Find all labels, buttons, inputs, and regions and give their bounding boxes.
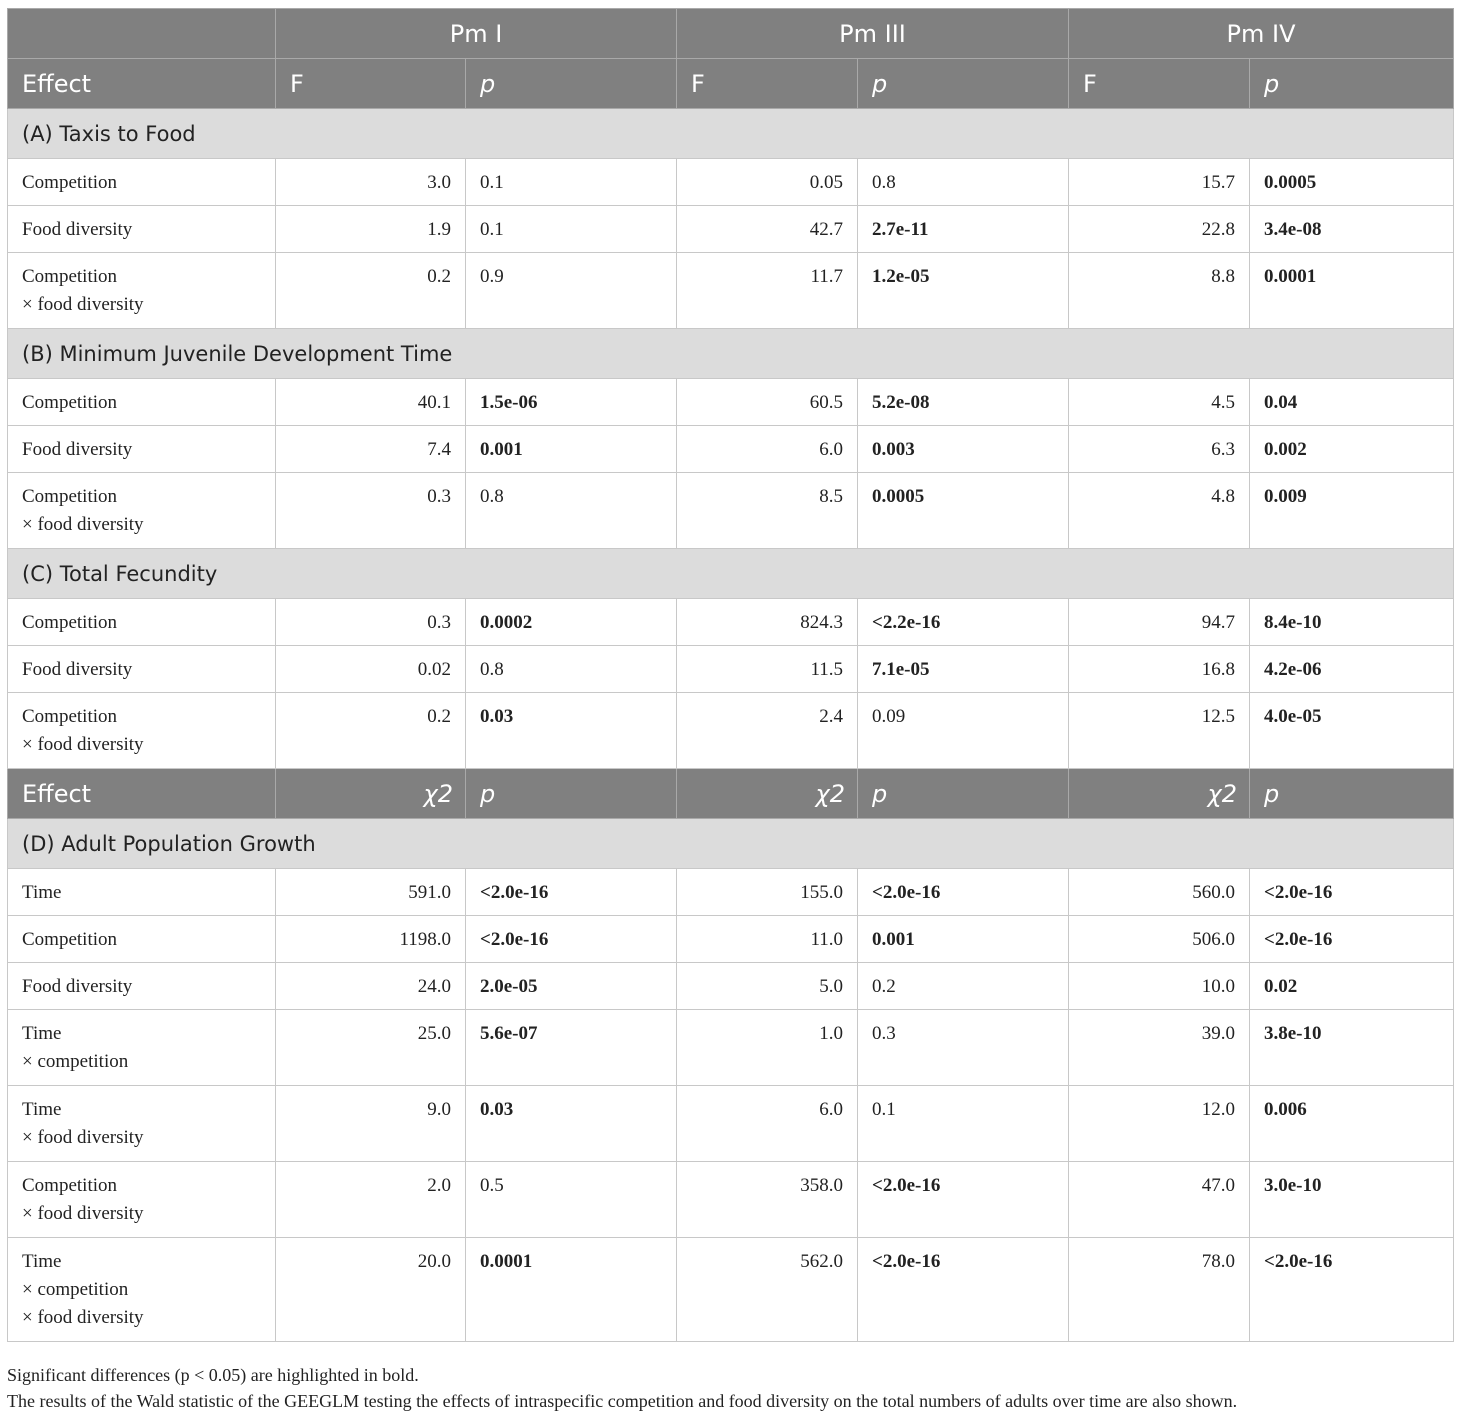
effect-cell xyxy=(8,1162,276,1238)
effect-cell xyxy=(8,869,276,916)
p-value: <2.2e-16 xyxy=(858,599,1069,646)
p-value: 0.09 xyxy=(858,693,1069,769)
statistic-value: 6.0 xyxy=(677,426,858,473)
results-table-container xyxy=(7,8,1453,1342)
effect-label: Competition xyxy=(22,266,117,287)
effect-cell xyxy=(8,159,276,206)
statistic-value: 1198.0 xyxy=(276,916,466,963)
effect-cell xyxy=(8,426,276,473)
statistic-value: 0.3 xyxy=(276,599,466,646)
statistic-value: 0.02 xyxy=(276,646,466,693)
table-row xyxy=(8,1010,1454,1086)
p-value: 0.0001 xyxy=(1250,253,1454,329)
statistic-value: 0.2 xyxy=(276,253,466,329)
group-header-row xyxy=(8,9,1454,59)
effect-label: Time xyxy=(22,1099,62,1120)
table-row xyxy=(8,253,1454,329)
statistic-value: 8.5 xyxy=(677,473,858,549)
p-value: <2.0e-16 xyxy=(466,916,677,963)
p-value: 0.0001 xyxy=(466,1238,677,1342)
p-value: 0.8 xyxy=(858,159,1069,206)
group-header-pm-iv: Pm IV xyxy=(1069,9,1454,59)
effect-label: Time xyxy=(22,1023,62,1044)
section-title: (A) Taxis to Food xyxy=(8,109,1454,159)
statistic-value: 0.2 xyxy=(276,693,466,769)
table-footnotes xyxy=(7,1362,1453,1414)
effect-label: Food diversity xyxy=(22,219,133,240)
p-value: 7.1e-05 xyxy=(858,646,1069,693)
column-header-row xyxy=(8,59,1454,109)
p-header: p xyxy=(466,59,677,109)
p-value: 8.4e-10 xyxy=(1250,599,1454,646)
chi-square-header xyxy=(276,769,466,819)
statistic-value: 12.0 xyxy=(1069,1086,1250,1162)
p-value: <2.0e-16 xyxy=(1250,869,1454,916)
statistic-value: 8.8 xyxy=(1069,253,1250,329)
p-value: 3.8e-10 xyxy=(1250,1010,1454,1086)
effect-label: Food diversity xyxy=(22,659,133,680)
chi-square-header xyxy=(1069,769,1250,819)
statistic-value: 60.5 xyxy=(677,379,858,426)
effect-label: × food diversity xyxy=(22,294,144,315)
footnote: The results of the Wald statistic of the GEEGLM testing the effects of intraspecific competition and food diversity on the total numbers of adults over time are also shown. xyxy=(7,1391,1238,1411)
statistic-value: 824.3 xyxy=(677,599,858,646)
effect-cell xyxy=(8,1010,276,1086)
p-value: 5.2e-08 xyxy=(858,379,1069,426)
effect-label: × competition xyxy=(22,1279,129,1300)
statistic-value: 4.8 xyxy=(1069,473,1250,549)
statistic-value: 40.1 xyxy=(276,379,466,426)
section-header-row xyxy=(8,329,1454,379)
statistic-value: 15.7 xyxy=(1069,159,1250,206)
effect-label: × food diversity xyxy=(22,1127,144,1148)
table-row xyxy=(8,869,1454,916)
effect-label: Competition xyxy=(22,1175,117,1196)
effect-cell xyxy=(8,963,276,1010)
table-row xyxy=(8,379,1454,426)
statistic-value: 562.0 xyxy=(677,1238,858,1342)
effect-cell xyxy=(8,1086,276,1162)
effect-label: Competition xyxy=(22,392,117,413)
effect-cell xyxy=(8,646,276,693)
statistic-value: 11.7 xyxy=(677,253,858,329)
statistic-value: 20.0 xyxy=(276,1238,466,1342)
chi-square-label: χ2 xyxy=(1207,779,1237,808)
table-row xyxy=(8,599,1454,646)
p-value: 0.2 xyxy=(858,963,1069,1010)
f-header: F xyxy=(677,59,858,109)
f-header: F xyxy=(1069,59,1250,109)
p-value: 4.2e-06 xyxy=(1250,646,1454,693)
p-label: p xyxy=(480,779,496,808)
effect-label: Competition xyxy=(22,706,117,727)
p-header xyxy=(1250,769,1454,819)
effect-cell xyxy=(8,253,276,329)
p-value: 4.0e-05 xyxy=(1250,693,1454,769)
statistic-value: 6.3 xyxy=(1069,426,1250,473)
section-title: (B) Minimum Juvenile Development Time xyxy=(8,329,1454,379)
statistic-value: 25.0 xyxy=(276,1010,466,1086)
p-value: 0.1 xyxy=(466,206,677,253)
p-value: 0.003 xyxy=(858,426,1069,473)
section-header-row xyxy=(8,549,1454,599)
p-value: 2.7e-11 xyxy=(858,206,1069,253)
table-row xyxy=(8,963,1454,1010)
p-header: p xyxy=(858,59,1069,109)
statistic-value: 0.3 xyxy=(276,473,466,549)
p-value: 0.04 xyxy=(1250,379,1454,426)
chi-square-label: χ2 xyxy=(423,779,453,808)
statistic-value: 16.8 xyxy=(1069,646,1250,693)
group-header-pm-iii: Pm III xyxy=(677,9,1069,59)
statistic-value: 11.5 xyxy=(677,646,858,693)
effect-cell xyxy=(8,379,276,426)
effect-cell xyxy=(8,599,276,646)
chi-square-header xyxy=(677,769,858,819)
statistic-value: 12.5 xyxy=(1069,693,1250,769)
header-blank xyxy=(8,9,276,59)
statistic-value: 6.0 xyxy=(677,1086,858,1162)
section-header-row xyxy=(8,109,1454,159)
statistic-value: 2.4 xyxy=(677,693,858,769)
chi-square-header-row xyxy=(8,769,1454,819)
effect-label: Food diversity xyxy=(22,976,133,997)
table-row xyxy=(8,473,1454,549)
statistic-value: 155.0 xyxy=(677,869,858,916)
effect-header: Effect xyxy=(8,59,276,109)
footnote: Significant differences (p < 0.05) are highlighted in bold. xyxy=(7,1365,419,1385)
p-value: 0.006 xyxy=(1250,1086,1454,1162)
table-row xyxy=(8,206,1454,253)
p-value: 0.02 xyxy=(1250,963,1454,1010)
effect-label: × food diversity xyxy=(22,514,144,535)
p-value: 0.009 xyxy=(1250,473,1454,549)
table-row xyxy=(8,646,1454,693)
p-header xyxy=(466,769,677,819)
effect-label: Time xyxy=(22,1251,62,1272)
table-row xyxy=(8,693,1454,769)
p-label: p xyxy=(1264,779,1280,808)
statistic-value: 11.0 xyxy=(677,916,858,963)
p-value: <2.0e-16 xyxy=(1250,916,1454,963)
p-value: <2.0e-16 xyxy=(858,1238,1069,1342)
p-value: 0.1 xyxy=(858,1086,1069,1162)
statistic-value: 22.8 xyxy=(1069,206,1250,253)
statistic-value: 3.0 xyxy=(276,159,466,206)
section-title: (D) Adult Population Growth xyxy=(8,819,1454,869)
effect-label: Food diversity xyxy=(22,439,133,460)
statistic-value: 1.9 xyxy=(276,206,466,253)
table-row xyxy=(8,916,1454,963)
p-value: 5.6e-07 xyxy=(466,1010,677,1086)
statistic-value: 24.0 xyxy=(276,963,466,1010)
statistic-value: 2.0 xyxy=(276,1162,466,1238)
f-header: F xyxy=(276,59,466,109)
statistic-value: 0.05 xyxy=(677,159,858,206)
statistic-value: 78.0 xyxy=(1069,1238,1250,1342)
p-value: 1.5e-06 xyxy=(466,379,677,426)
effect-cell xyxy=(8,206,276,253)
statistic-value: 1.0 xyxy=(677,1010,858,1086)
effect-label: × food diversity xyxy=(22,1203,144,1224)
statistic-value: 42.7 xyxy=(677,206,858,253)
table-row xyxy=(8,1238,1454,1342)
p-value: 1.2e-05 xyxy=(858,253,1069,329)
p-value: 0.0002 xyxy=(466,599,677,646)
table-row xyxy=(8,1162,1454,1238)
p-value: 0.5 xyxy=(466,1162,677,1238)
effect-cell xyxy=(8,473,276,549)
p-value: 0.0005 xyxy=(1250,159,1454,206)
p-value: 0.0005 xyxy=(858,473,1069,549)
group-header-pm-i: Pm I xyxy=(276,9,677,59)
statistic-value: 94.7 xyxy=(1069,599,1250,646)
section-title: (C) Total Fecundity xyxy=(8,549,1454,599)
section-header-row xyxy=(8,819,1454,869)
effect-label: Competition xyxy=(22,172,117,193)
table-row xyxy=(8,426,1454,473)
p-value: 0.8 xyxy=(466,473,677,549)
p-value: 0.1 xyxy=(466,159,677,206)
statistic-value: 4.5 xyxy=(1069,379,1250,426)
p-value: 0.03 xyxy=(466,693,677,769)
effect-cell xyxy=(8,1238,276,1342)
effect-header: Effect xyxy=(8,769,276,819)
p-value: 0.001 xyxy=(466,426,677,473)
p-value: 0.3 xyxy=(858,1010,1069,1086)
effect-label: × food diversity xyxy=(22,734,144,755)
statistic-value: 5.0 xyxy=(677,963,858,1010)
statistic-value: 7.4 xyxy=(276,426,466,473)
p-value: 0.002 xyxy=(1250,426,1454,473)
p-header: p xyxy=(1250,59,1454,109)
effect-label: × food diversity xyxy=(22,1307,144,1328)
effect-label: Competition xyxy=(22,612,117,633)
p-value: <2.0e-16 xyxy=(858,1162,1069,1238)
statistic-value: 39.0 xyxy=(1069,1010,1250,1086)
statistic-value: 9.0 xyxy=(276,1086,466,1162)
effect-label: Competition xyxy=(22,486,117,507)
p-value: <2.0e-16 xyxy=(858,869,1069,916)
p-header xyxy=(858,769,1069,819)
statistic-value: 560.0 xyxy=(1069,869,1250,916)
effect-label: × competition xyxy=(22,1051,129,1072)
statistics-table xyxy=(7,8,1454,1342)
p-value: 0.03 xyxy=(466,1086,677,1162)
effect-label: Time xyxy=(22,882,62,903)
table-row xyxy=(8,159,1454,206)
p-value: 0.9 xyxy=(466,253,677,329)
p-value: <2.0e-16 xyxy=(1250,1238,1454,1342)
statistic-value: 591.0 xyxy=(276,869,466,916)
statistic-value: 506.0 xyxy=(1069,916,1250,963)
effect-cell xyxy=(8,916,276,963)
statistic-value: 47.0 xyxy=(1069,1162,1250,1238)
p-label: p xyxy=(872,779,888,808)
effect-label: Competition xyxy=(22,929,117,950)
p-value: 0.8 xyxy=(466,646,677,693)
p-value: 3.0e-10 xyxy=(1250,1162,1454,1238)
p-value: 3.4e-08 xyxy=(1250,206,1454,253)
p-value: 0.001 xyxy=(858,916,1069,963)
statistic-value: 10.0 xyxy=(1069,963,1250,1010)
chi-square-label: χ2 xyxy=(815,779,845,808)
effect-cell xyxy=(8,693,276,769)
statistic-value: 358.0 xyxy=(677,1162,858,1238)
table-row xyxy=(8,1086,1454,1162)
p-value: 2.0e-05 xyxy=(466,963,677,1010)
p-value: <2.0e-16 xyxy=(466,869,677,916)
